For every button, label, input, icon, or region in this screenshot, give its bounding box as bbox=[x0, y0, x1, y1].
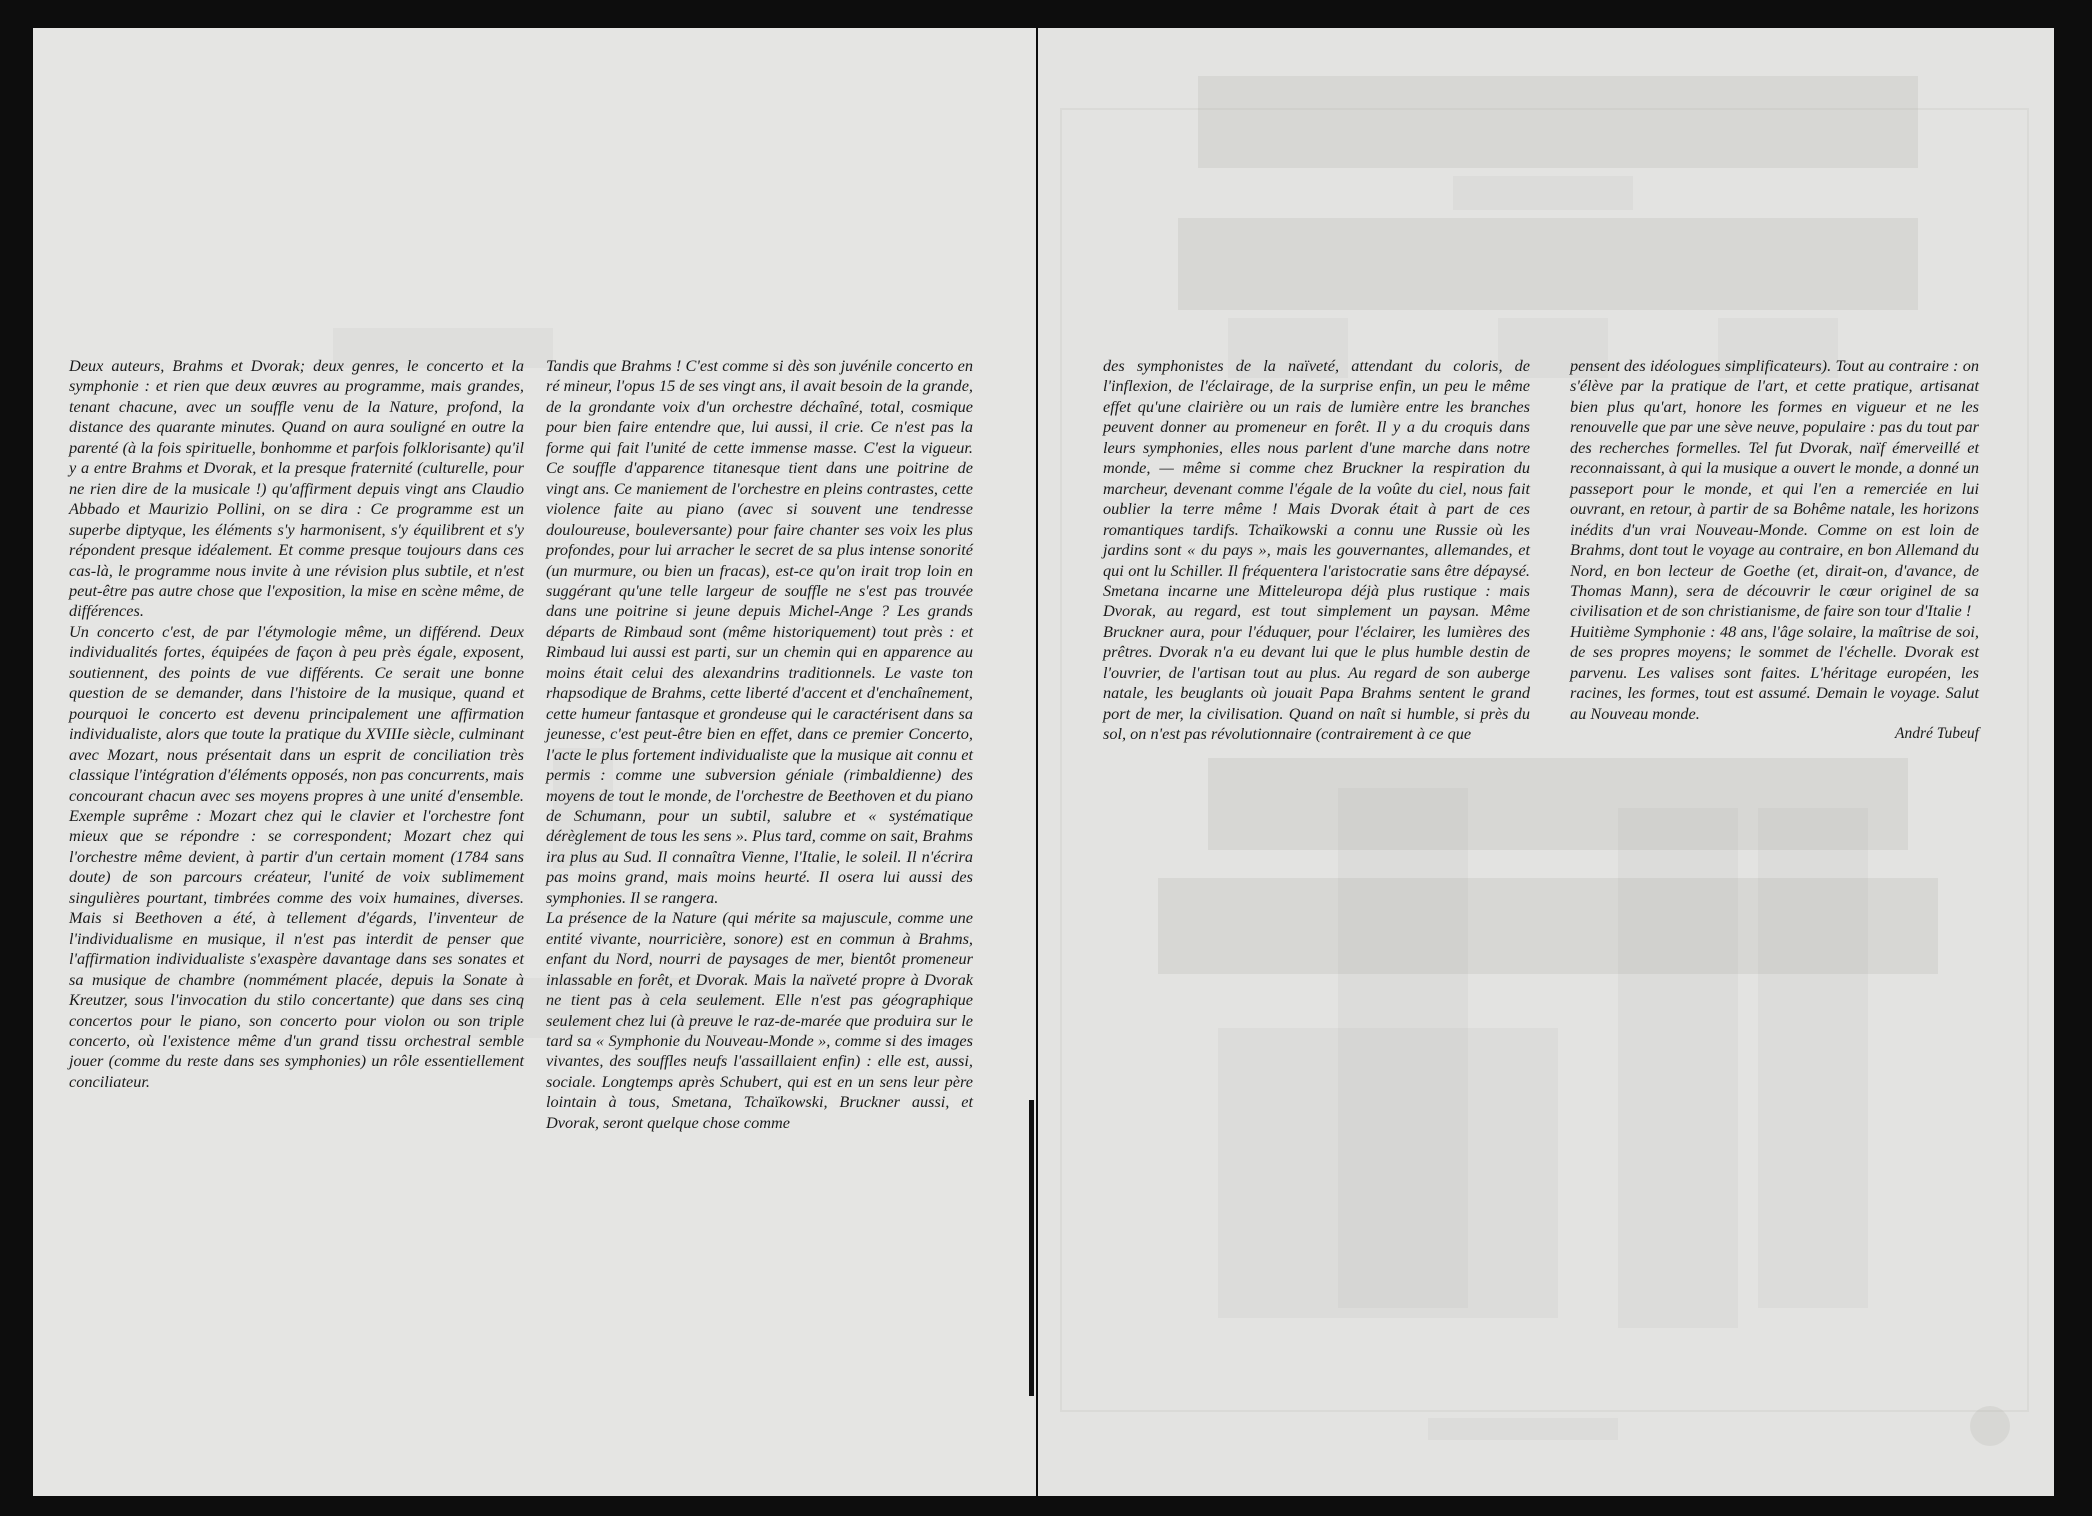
show-through-page-number bbox=[1970, 1406, 2010, 1446]
paragraph: La présence de la Nature (qui mérite sa majuscule, comme une entité vivante, nourricière, sonore) est en commun à Brahms, enfant du Nord, nourri de paysages de mer, bientôt promeneur inlassable en forêt, et Dvorak. Mais la naïveté propre à Dvorak ne tient pas à cela seulement. Elle n'est pas géographique seulement chez lui (à preuve le raz-de-marée que produira sur le tard sa « Symphonie du Nouveau-Monde », comme si des images vivantes, des souffles neufs l'assaillaient enfin) : elle est, aussi, sociale. Longtemps après Schubert, qui est en un sens leur père lointain à tous, Smetana, Tchaïkowski, Bruckner aussi, et Dvorak, seront quelque chose comme bbox=[546, 908, 973, 1132]
right-page bbox=[1038, 28, 2054, 1496]
essay-column-1 bbox=[69, 356, 524, 1092]
essay-column-3 bbox=[1103, 356, 1530, 745]
show-through-footer bbox=[1428, 1418, 1618, 1440]
show-through-name bbox=[1178, 218, 1918, 310]
show-through-list bbox=[1758, 808, 1868, 1308]
binding-gutter bbox=[1029, 1100, 1034, 1396]
paragraph: Huitième Symphonie : 48 ans, l'âge solaire, la maîtrise de soi, de ses propres moyens; le sommet de l'échelle. Dvorak est parvenu. Les valises sont faites. L'héritage européen, les racines, les formes, tout est assumé. Demain le voyage. Salut au Nouveau monde. bbox=[1570, 621, 1979, 723]
show-through-list bbox=[1618, 808, 1738, 1328]
paragraph: Tandis que Brahms ! C'est comme si dès son juvénile concerto en ré mineur, l'opus 15 de ses vingt ans, il avait besoin de la grande, de la grondante voix d'un orchestre déchaîné, total, cosmique pour bien faire entendre que, lui aussi, il crie. Ce n'est pas la forme qui fait l'unité de cette immense masse. C'est la vigueur. Ce souffle d'apparence titanesque tient dans une poitrine de vingt ans. Ce maniement de l'orchestre en pleins contrastes, cette violence faite au piano (avec si souvent une tendresse douloureuse, bouleversante) pour faire chanter ses voix les plus profondes, pour lui arracher le secret de sa plus intense sonorité (un murmure, ou bien un fracas), est-ce qu'on irait trop loin en suggérant qu'une telle largeur de souffle ne s'est pas trouvée dans une poitrine si jeune depuis Michel-Ange ? Les grands départs de Rimbaud sont (même historiquement) tout près : et Rimbaud lui aussi est parti, sur un chemin qui en apparence au moins était celui des alexandrins traditionnels. Le vaste ton rhapsodique de Brahms, cette liberté d'accent et d'enchaînement, cette humeur fantasque et grondeuse qui le caractérisent dans sa jeunesse, c'est peut-être bien en effet, dans ce premier Concerto, l'acte le plus fortement individualiste que la musique ait connu et permis : comme une subversion géniale (rimbaldienne) des moyens de tout le monde, de l'orchestre de Beethoven et du piano de Schumann, pour un subtil, salubre et « systématique dérèglement de tous les sens ». Plus tard, comme on sait, Brahms ira plus au Sud. Il connaîtra Vienne, l'Italie, le soleil. Il n'écrira pas moins grand, mais moins heurté. Il osera lui aussi des symphonies. Il se rangera. bbox=[546, 356, 973, 907]
essay-column-4 bbox=[1570, 356, 1979, 745]
paragraph: pensent des idéologues simplificateurs). Tout au contraire : on s'élève par la pratique de l'art, et cette pratique, artisanat bien plus qu'art, honore les formes en vigueur et ne les renouvelle que par une sève neuve, populaire : pas du tout par des recherches formelles. Tel fut Dvorak, naïf émerveillé et reconnaissant, à qui la musique a ouvert le monde, a donné un passeport pour le monde, et qui l'en a remerciée en lui ouvrant, en retour, à partir de sa Bohême natale, les horizons inédits d'un vrai Nouveau-Monde. Comme on est loin de Brahms, dont tout le voyage au contraire, en bon Allemand du Nord, en bon lecteur de Goethe (et, dirait-on, d'avance, de Thomas Mann), sera de découvrir le cœur originel de sa civilisation et de son christianisme, de faire son tour d'Italie ! bbox=[1570, 356, 1979, 621]
author-signature: André Tubeuf bbox=[1895, 725, 1979, 743]
paragraph: Un concerto c'est, de par l'étymologie même, un différend. Deux individualités fortes, équipées de façon à peu près égale, exposent, soutiennent, des points de vue différents. Ce serait une bonne question de se demander, dans l'histoire de la musique, quand et pourquoi le concerto est devenu principalement une affirmation individualiste, alors que toute la pratique du XVIIIe siècle, culminant avec Mozart, nous présentait dans un esprit de conciliation très classique l'intégration d'éléments opposés, non pas concurrents, mais concourant chacun avec ses moyens propres à une unité d'ensemble. Exemple suprême : Mozart chez qui le clavier et l'orchestre font mieux que se répondre : se correspondent; Mozart chez qui l'orchestre même devient, à partir d'un certain moment (1784 sans doute) de son parcours créateur, l'unité de voix sublimement singulières pourtant, timbrées comme des voix humaines, diverses. Mais si Beethoven a été, à tellement d'égards, l'inventeur de l'individualisme en musique, il n'est pas interdit de penser que l'affirmation individualiste s'exaspère davantage dans ses sonates et sa musique de chambre (nommément placée, depuis la Sonate à Kreutzer, sous l'invocation du stilo concertante) que dans ses cinq concertos pour le piano, son concerto pour violon ou son triple concerto, où l'existence même d'un grand tissu orchestral semble jouer (comme du reste dans ses symphonies) un rôle essentiellement conciliateur. bbox=[69, 621, 524, 1091]
show-through-heading bbox=[1198, 76, 1918, 168]
show-through-list bbox=[1338, 788, 1468, 1308]
show-through-subheading bbox=[1453, 176, 1633, 210]
paragraph: Deux auteurs, Brahms et Dvorak; deux genres, le concerto et la symphonie : et rien que deux œuvres au programme, mais grandes, tenant chacune, avec un souffle venu de la Nature, profond, la distance des quarante minutes. Quand on aura souligné en outre la parenté (à la fois spirituelle, bonhomme et parfois folklorisante) qu'il y a entre Brahms et Dvorak, et la presque fraternité (culturelle, pour ne rien dire de la musicale !) qu'affirment depuis vingt ans Claudio Abbado et Maurizio Pollini, on se dira : Ce programme est un superbe diptyque, les éléments s'y harmonisent, s'y équilibrent et s'y répondent presque idéalement. Et comme presque toujours dans ces cas-là, le programme nous invite à une révision plus subtile, et n'est peut-être pas autre chose que l'exposition, la mise en scène même, de différences. bbox=[69, 356, 524, 621]
essay-column-2 bbox=[546, 356, 973, 1133]
paragraph: des symphonistes de la naïveté, attendant du coloris, de l'inflexion, de l'éclairage, de la surprise enfin, un peu le même effet qu'une clairière ou un rais de lumière entre les branches peuvent donner au promeneur en forêt. Il y a du croquis dans leurs symphonies, elles nous parlent d'une marche dans notre monde, — même si comme chez Bruckner la respiration du marcheur, devenant comme l'égale de la voûte du ciel, nous fait oublier la terre même ! Mais Dvorak était à part de ces romantiques tardifs. Tchaïkowski a connu une Russie où les jardins sont « du pays », mais les gouvernantes, allemandes, et qui ont lu Schiller. Il fréquentera l'aristocratie sans être dépaysé. Smetana incarne une Mitteleuropa déjà plus rustique : mais Dvorak, au regard, est tout simplement un paysan. Même Bruckner aura, pour l'éduquer, pour l'éclairer, les lumières des prêtres. Dvorak n'a eu devant lui que le plus humble destin de l'ouvrier, de l'artisan tout au plus. Au regard de son auberge natale, les beuglants où jouait Papa Brahms sentent le grand port de mer, la civilisation. Quand on naît si humble, si près du sol, on n'est pas révolutionnaire (contrairement à ce que bbox=[1103, 356, 1530, 744]
